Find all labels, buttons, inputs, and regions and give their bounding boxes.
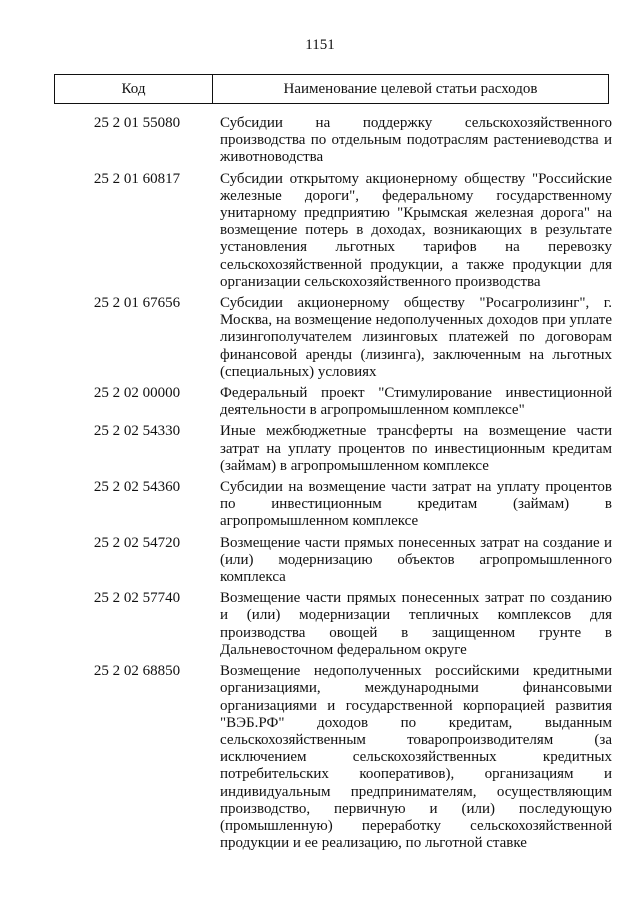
column-header-code: Код bbox=[55, 75, 213, 103]
row-code: 25 2 02 54720 bbox=[93, 534, 181, 551]
row-code: 25 2 02 54360 bbox=[93, 479, 181, 496]
page-number: 1151 bbox=[305, 37, 335, 53]
row-name: Субсидии на поддержку сельскохозяйственного производства по отдельным подотраслям растениеводства и животноводства bbox=[220, 115, 612, 166]
row-name: Федеральный проект "Стимулирование инвестиционной деятельности в агропромышленном комплексе" bbox=[220, 385, 612, 419]
table-row bbox=[54, 295, 614, 381]
row-code: 25 2 01 60817 bbox=[93, 170, 181, 187]
column-header-name: Наименование целевой статьи расходов bbox=[283, 80, 538, 97]
table-row bbox=[54, 535, 614, 587]
table-header bbox=[54, 74, 609, 104]
table-body bbox=[54, 115, 614, 856]
table-row bbox=[54, 385, 614, 419]
table-row bbox=[54, 590, 614, 659]
row-code: 25 2 02 00000 bbox=[93, 385, 181, 402]
row-name: Субсидии акционерному обществу "Росагролизинг", г. Москва, на возмещение недополученных доходов при уплате лизингополучателем лизинговых платежей по договорам финансовой аренды (лизинга), заключенным на льготных (специальных) условиях bbox=[220, 295, 612, 380]
row-name: Возмещение части прямых понесенных затрат на создание и (или) модернизацию объектов агропромышленного комплекса bbox=[220, 534, 612, 586]
row-name: Возмещение части прямых понесенных затрат по созданию и (или) модернизации тепличных комплексов для производства овощей в защищенном грунте в Дальневосточном федеральном округе bbox=[220, 590, 612, 658]
row-code: 25 2 02 54330 bbox=[93, 423, 181, 440]
row-name: Иные межбюджетные трансферты на возмещение части затрат на уплату процентов по инвестиционным кредитам (займам) в агропромышленном комплексе bbox=[220, 423, 612, 474]
table-row bbox=[54, 479, 614, 531]
row-code: 25 2 02 57740 bbox=[93, 590, 181, 607]
row-name: Возмещение недополученных российскими кредитными организациями, международными финансовыми организациями и государственной корпорацией развития "ВЭБ.РФ" доходов по кредитам, выданным сельскохозяйственным товаропроизводителям (за исключением сельскохозяйственных кредитных потребительских кооперативов), организациям и индивидуальным предпринимателям, осуществляющим производство, первичную и (или) последующую (промышленную) переработку сельскохозяйственной продукции и ее реализацию, по льготной ставке bbox=[220, 663, 612, 852]
table-row bbox=[54, 115, 614, 167]
row-code: 25 2 02 68850 bbox=[93, 663, 181, 680]
table-row bbox=[54, 423, 614, 475]
row-name: Субсидии открытому акционерному обществу "Российские железные дороги", федеральному государственному унитарному предприятию "Крымская железная дорога" на возмещение потерь в доходах, возникающих в результате установления льготных тарифов на перевозку сельскохозяйственной продукции, а также продукции для организации сельскохозяйственного производства bbox=[220, 170, 612, 290]
row-code: 25 2 01 67656 bbox=[93, 295, 181, 312]
row-code: 25 2 01 55080 bbox=[93, 115, 181, 131]
row-name: Субсидии на возмещение части затрат на уплату процентов по инвестиционным кредитам (займам) в агропромышленном комплексе bbox=[220, 479, 612, 530]
table-row bbox=[54, 171, 614, 291]
table-row bbox=[54, 663, 614, 852]
